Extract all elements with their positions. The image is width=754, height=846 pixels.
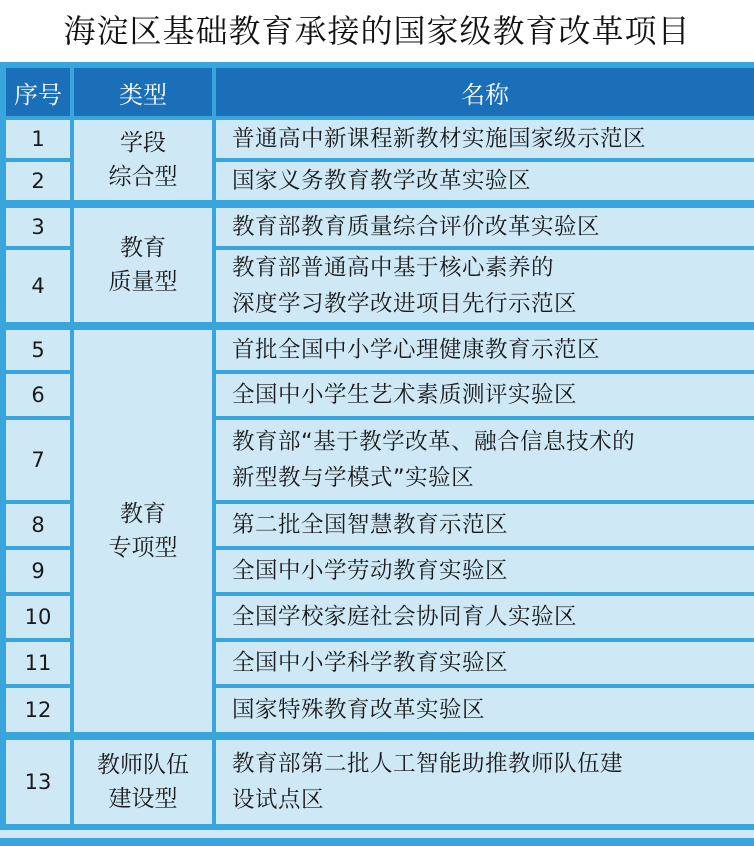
project-name bbox=[216, 420, 754, 500]
row-number: 9 bbox=[6, 550, 70, 592]
type-line: 专项型 bbox=[108, 535, 178, 561]
row-number: 6 bbox=[6, 374, 70, 416]
project-name bbox=[216, 250, 754, 322]
row-number: 10 bbox=[6, 596, 70, 638]
project-name: 国家特殊教育改革实验区 bbox=[216, 688, 754, 732]
type-cell bbox=[74, 120, 212, 200]
type-line: 综合型 bbox=[108, 164, 178, 190]
project-name: 普通高中新课程新教材实施国家级示范区 bbox=[216, 120, 754, 158]
type-line: 质量型 bbox=[108, 269, 178, 295]
row-number: 13 bbox=[6, 740, 70, 824]
bottom-stripe bbox=[0, 830, 754, 838]
project-name: 首批全国中小学心理健康教育示范区 bbox=[216, 330, 754, 370]
project-name-line: 深度学习教学改进项目先行示范区 bbox=[232, 291, 578, 317]
page-title: 海淀区基础教育承接的国家级教育改革项目 bbox=[63, 12, 691, 50]
project-name: 全国学校家庭社会协同育人实验区 bbox=[216, 596, 754, 638]
type-line: 教师队伍 bbox=[97, 752, 189, 778]
project-name: 教育部教育质量综合评价改革实验区 bbox=[216, 208, 754, 246]
header-name: 名称 bbox=[216, 68, 754, 116]
row-number: 1 bbox=[6, 120, 70, 158]
type-cell bbox=[74, 740, 212, 824]
project-name-line: 教育部“基于教学改革、融合信息技术的 bbox=[232, 429, 636, 455]
row-number: 2 bbox=[6, 162, 70, 200]
row-number: 8 bbox=[6, 504, 70, 546]
type-line: 教育 bbox=[120, 235, 166, 261]
project-name-line: 设试点区 bbox=[232, 787, 325, 813]
project-name: 国家义务教育教学改革实验区 bbox=[216, 162, 754, 200]
row-number: 11 bbox=[6, 642, 70, 684]
project-table bbox=[0, 62, 754, 846]
row-number: 7 bbox=[6, 420, 70, 500]
project-name: 第二批全国智慧教育示范区 bbox=[216, 504, 754, 546]
header-no: 序号 bbox=[6, 68, 70, 116]
project-name: 全国中小学劳动教育实验区 bbox=[216, 550, 754, 592]
project-name-line: 教育部第二批人工智能助推教师队伍建 bbox=[232, 751, 624, 777]
row-number: 12 bbox=[6, 688, 70, 732]
project-name: 全国中小学生艺术素质测评实验区 bbox=[216, 374, 754, 416]
type-line: 教育 bbox=[120, 501, 166, 527]
type-line: 学段 bbox=[120, 130, 166, 156]
row-number: 5 bbox=[6, 330, 70, 370]
type-line: 建设型 bbox=[108, 786, 178, 812]
project-name-line: 新型教与学模式”实验区 bbox=[232, 465, 475, 491]
header-type: 类型 bbox=[74, 68, 212, 116]
row-number: 3 bbox=[6, 208, 70, 246]
type-cell bbox=[74, 330, 212, 732]
row-number: 4 bbox=[6, 250, 70, 322]
project-name bbox=[216, 740, 754, 824]
type-cell bbox=[74, 208, 212, 322]
project-name: 全国中小学科学教育实验区 bbox=[216, 642, 754, 684]
project-name-line: 教育部普通高中基于核心素养的 bbox=[232, 255, 555, 281]
